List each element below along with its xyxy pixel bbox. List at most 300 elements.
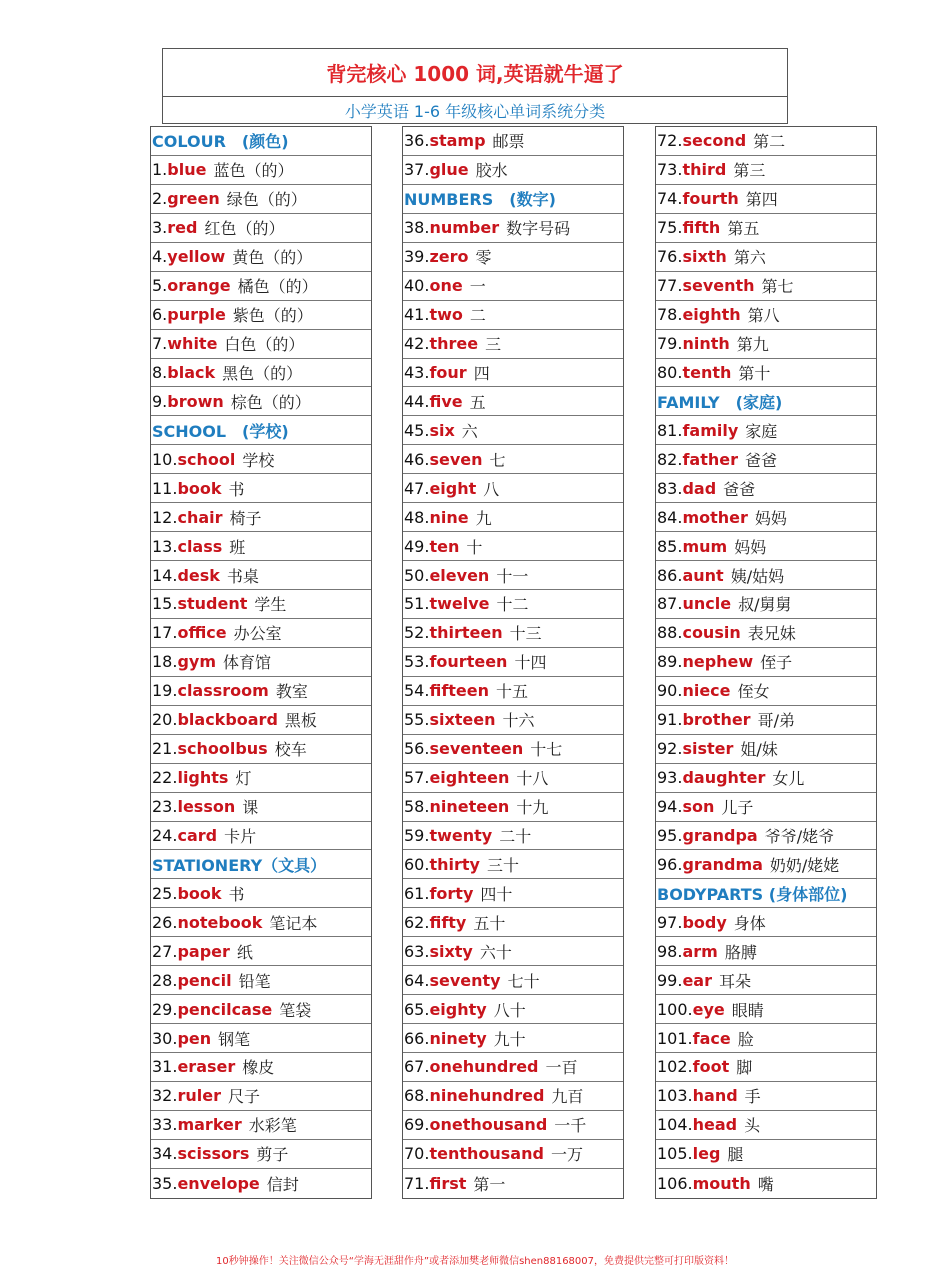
word-row [656,214,876,243]
english-word: aunt [682,565,724,585]
word-row [151,1169,371,1198]
word-column-1 [150,126,372,1199]
word-row [656,243,876,272]
word-row [151,272,371,301]
word-row [656,764,876,793]
word-row [656,301,876,330]
chinese-meaning: 哥/弟 [757,711,795,731]
category-label: COLOUR (颜色) [152,132,289,152]
chinese-meaning: 水彩笔 [248,1116,297,1136]
word-number: 62. [404,912,430,932]
chinese-meaning: 棕色（的） [230,392,311,412]
word-row [151,590,371,619]
english-word: mum [682,536,728,556]
chinese-meaning: 铅笔 [238,971,271,991]
word-number: 46. [404,449,430,469]
english-word: nine [429,507,469,527]
category-label: STATIONERY（文具） [152,855,327,875]
chinese-meaning: 第三 [733,161,766,181]
word-number: 25. [152,883,178,903]
chinese-meaning: 九百 [551,1087,584,1107]
word-row [151,995,371,1024]
word-row [656,735,876,764]
word-row [151,677,371,706]
chinese-meaning: 十四 [514,653,547,673]
english-word: stamp [429,131,486,151]
category-label: BODYPARTS (身体部位) [657,884,848,904]
word-row [403,648,623,677]
word-number: 2. [152,189,168,209]
word-row [656,1169,876,1198]
english-word: classroom [177,681,269,701]
word-row [151,301,371,330]
word-row [403,127,623,156]
word-number: 77. [657,276,683,296]
word-row [656,272,876,301]
english-word: blue [167,160,207,180]
word-row [403,677,623,706]
chinese-meaning: 第九 [736,335,769,355]
word-row [151,156,371,185]
english-word: thirty [429,854,480,874]
chinese-meaning: 七 [489,450,506,470]
english-word: son [682,797,715,817]
english-word: notebook [177,912,263,932]
word-row [151,185,371,214]
chinese-meaning: 脸 [737,1029,754,1049]
chinese-meaning: 八十 [493,1000,526,1020]
english-word: zero [429,247,469,267]
category-heading [151,416,371,445]
chinese-meaning: 十八 [516,769,549,789]
english-word: eighteen [429,768,510,788]
word-row [656,793,876,822]
chinese-meaning: 学生 [254,595,287,615]
chinese-meaning: 爸爸 [723,479,756,499]
word-number: 37. [404,160,430,180]
word-number: 81. [657,420,683,440]
word-row [403,561,623,590]
title-box [162,48,788,124]
english-word: number [429,218,500,238]
english-word: marker [177,1115,242,1135]
category-heading [151,850,371,879]
category-label: FAMILY (家庭) [657,392,783,412]
page-subtitle: 小学英语 1-6 年级核心单词系统分类 [344,102,606,121]
word-number: 88. [657,623,683,643]
chinese-meaning: 三十 [486,855,519,875]
word-row [151,648,371,677]
word-number: 44. [404,391,430,411]
word-row [656,1053,876,1082]
chinese-meaning: 第六 [733,248,766,268]
word-number: 102. [657,1057,693,1077]
chinese-meaning: 耳朵 [719,971,752,991]
chinese-meaning: 五十 [473,913,506,933]
word-number: 89. [657,652,683,672]
chinese-meaning: 手 [744,1087,761,1107]
word-number: 61. [404,883,430,903]
chinese-meaning: 侄女 [737,682,770,702]
word-column-2 [402,126,624,1199]
chinese-meaning: 眼睛 [731,1000,764,1020]
word-row [656,561,876,590]
english-word: seventeen [429,739,524,759]
word-number: 28. [152,970,178,990]
chinese-meaning: 十三 [509,624,542,644]
word-number: 24. [152,825,178,845]
word-row [151,330,371,359]
chinese-meaning: 四十 [480,884,513,904]
word-row [403,995,623,1024]
word-row [403,387,623,416]
word-number: 20. [152,710,178,730]
chinese-meaning: 九 [475,508,492,528]
word-row [656,474,876,503]
english-word: nineteen [429,797,510,817]
english-word: ninety [429,1028,487,1048]
word-row [151,908,371,937]
english-word: ear [682,970,712,990]
english-word: envelope [177,1173,260,1193]
chinese-meaning: 橡皮 [242,1058,275,1078]
word-row [656,156,876,185]
chinese-meaning: 姨/姑妈 [730,566,785,586]
word-number: 66. [404,1028,430,1048]
english-word: paper [177,941,230,961]
chinese-meaning: 十六 [502,711,535,731]
english-word: four [429,362,467,382]
page-title: 背完核心 1000 词,英语就牛逼了 [163,49,787,97]
english-word: class [177,536,223,556]
word-number: 93. [657,768,683,788]
word-row [403,908,623,937]
chinese-meaning: 妈妈 [734,537,767,557]
word-number: 41. [404,305,430,325]
word-row [656,706,876,735]
chinese-meaning: 十一 [496,566,529,586]
word-row [656,1082,876,1111]
word-row [656,1024,876,1053]
word-number: 3. [152,218,168,238]
english-word: green [167,189,220,209]
word-number: 7. [152,334,168,354]
word-row [403,619,623,648]
english-word: seven [429,449,483,469]
word-row [151,532,371,561]
word-number: 5. [152,276,168,296]
word-number: 34. [152,1144,178,1164]
word-row [656,995,876,1024]
word-number: 21. [152,739,178,759]
word-row [403,966,623,995]
english-word: second [682,131,747,151]
chinese-meaning: 第七 [761,277,794,297]
word-row [151,937,371,966]
chinese-meaning: 邮票 [492,132,525,152]
word-number: 22. [152,768,178,788]
word-row [656,619,876,648]
chinese-meaning: 第二 [753,132,786,152]
english-word: schoolbus [177,739,268,759]
english-word: twenty [429,825,493,845]
english-word: eraser [177,1057,236,1077]
word-number: 73. [657,160,683,180]
word-number: 6. [152,305,168,325]
english-word: seventh [682,276,755,296]
word-number: 100. [657,999,693,1019]
word-number: 53. [404,652,430,672]
footer-note: 10秒钟操作！关注微信公众号“学海无涯甜作舟”或者添加樊老师微信shen88168007，免费提供完整可打印版资料！ [215,1256,735,1267]
word-number: 72. [657,131,683,151]
word-number: 15. [152,594,178,614]
english-word: office [177,623,227,643]
chinese-meaning: 纸 [236,942,253,962]
english-word: dad [682,478,717,498]
word-row [403,1140,623,1169]
category-heading [656,879,876,908]
word-number: 42. [404,334,430,354]
chinese-meaning: 女儿 [772,769,805,789]
word-row [403,330,623,359]
word-row [656,937,876,966]
word-number: 90. [657,681,683,701]
word-number: 58. [404,797,430,817]
word-row [151,1111,371,1140]
english-word: fifth [682,218,721,238]
chinese-meaning: 十五 [496,682,529,702]
chinese-meaning: 灯 [235,769,252,789]
word-row [403,214,623,243]
word-number: 75. [657,218,683,238]
word-row [151,359,371,388]
word-row [403,822,623,851]
chinese-meaning: 七十 [507,971,540,991]
word-row [151,243,371,272]
word-row [403,301,623,330]
word-row [151,503,371,532]
chinese-meaning: 课 [242,798,259,818]
word-number: 92. [657,739,683,759]
chinese-meaning: 六 [461,421,478,441]
word-number: 30. [152,1028,178,1048]
word-number: 98. [657,941,683,961]
word-number: 91. [657,710,683,730]
word-number: 36. [404,131,430,151]
word-row [656,330,876,359]
english-word: red [167,218,198,238]
word-row [403,1111,623,1140]
chinese-meaning: 白色（的） [224,335,305,355]
chinese-meaning: 嘴 [757,1174,774,1194]
chinese-meaning: 脚 [736,1058,753,1078]
word-number: 74. [657,189,683,209]
word-number: 33. [152,1115,178,1135]
word-number: 87. [657,594,683,614]
chinese-meaning: 第五 [727,219,760,239]
english-word: seventy [429,970,501,990]
english-word: ten [429,536,460,556]
chinese-meaning: 蓝色（的） [213,161,294,181]
word-number: 32. [152,1086,178,1106]
english-word: onehundred [429,1057,539,1077]
word-number: 67. [404,1057,430,1077]
word-row [656,1111,876,1140]
english-word: chair [177,507,223,527]
word-number: 43. [404,362,430,382]
chinese-meaning: 书 [228,884,245,904]
word-number: 86. [657,565,683,585]
chinese-meaning: 头 [744,1116,761,1136]
word-row [403,272,623,301]
english-word: brown [167,391,224,411]
word-row [151,619,371,648]
word-number: 84. [657,507,683,527]
english-word: fifty [429,912,467,932]
chinese-meaning: 十九 [516,798,549,818]
chinese-meaning: 第十 [738,363,771,383]
english-word: student [177,594,248,614]
word-number: 26. [152,912,178,932]
word-row [403,735,623,764]
english-word: eye [692,999,725,1019]
word-number: 19. [152,681,178,701]
word-row [151,1082,371,1111]
word-number: 31. [152,1057,178,1077]
english-word: blackboard [177,710,278,730]
chinese-meaning: 三 [485,335,502,355]
chinese-meaning: 八 [483,479,500,499]
word-number: 8. [152,362,168,382]
english-word: niece [682,681,731,701]
word-number: 4. [152,247,168,267]
english-word: tenthousand [429,1144,544,1164]
word-number: 104. [657,1115,693,1135]
word-number: 39. [404,247,430,267]
chinese-meaning: 钢笔 [218,1029,251,1049]
english-word: tenth [682,362,732,382]
word-row [403,937,623,966]
chinese-meaning: 书桌 [226,566,259,586]
english-word: six [429,420,455,440]
chinese-meaning: 尺子 [227,1087,260,1107]
english-word: sixty [429,941,473,961]
word-row [403,243,623,272]
english-word: grandma [682,854,763,874]
english-word: cousin [682,623,741,643]
word-number: 17. [152,623,178,643]
word-row [403,764,623,793]
chinese-meaning: 第四 [745,190,778,210]
chinese-meaning: 紫色（的） [232,306,313,326]
word-column-3 [655,126,877,1199]
word-number: 78. [657,305,683,325]
word-number: 80. [657,362,683,382]
word-row [151,214,371,243]
word-row [151,561,371,590]
chinese-meaning: 身体 [733,913,766,933]
english-word: ruler [177,1086,221,1106]
word-row [403,590,623,619]
english-word: lesson [177,797,236,817]
category-label: SCHOOL (学校) [152,421,289,441]
word-number: 23. [152,797,178,817]
chinese-meaning: 橘色（的） [237,277,318,297]
word-row [656,822,876,851]
word-row [151,445,371,474]
english-word: orange [167,276,231,296]
word-row [403,474,623,503]
word-row [151,474,371,503]
word-row [403,879,623,908]
english-word: sixteen [429,710,496,730]
word-row [403,532,623,561]
english-word: foot [692,1057,730,1077]
chinese-meaning: 四 [473,363,490,383]
word-row [656,648,876,677]
chinese-meaning: 奶奶/姥姥 [769,855,840,875]
chinese-meaning: 五 [469,392,486,412]
chinese-meaning: 一百 [545,1058,578,1078]
word-number: 9. [152,391,168,411]
chinese-meaning: 校车 [274,740,307,760]
word-row [151,706,371,735]
word-row [151,764,371,793]
english-word: one [429,276,463,296]
word-number: 99. [657,970,683,990]
english-word: eight [429,478,477,498]
word-number: 71. [404,1173,430,1193]
chinese-meaning: 笔记本 [269,913,318,933]
english-word: purple [167,305,226,325]
word-number: 59. [404,825,430,845]
chinese-meaning: 第八 [747,306,780,326]
word-number: 103. [657,1086,693,1106]
english-word: black [167,362,216,382]
word-row [151,387,371,416]
word-number: 11. [152,478,178,498]
chinese-meaning: 卡片 [224,826,257,846]
english-word: five [429,391,463,411]
word-row [403,793,623,822]
word-row [403,850,623,879]
category-heading [151,127,371,156]
word-row [403,445,623,474]
word-number: 79. [657,334,683,354]
word-row [151,966,371,995]
english-word: uncle [682,594,732,614]
word-number: 68. [404,1086,430,1106]
english-word: daughter [682,768,766,788]
word-row [151,1024,371,1053]
chinese-meaning: 一 [469,277,486,297]
word-number: 105. [657,1144,693,1164]
english-word: forty [429,883,474,903]
word-row [656,445,876,474]
word-row [403,416,623,445]
english-word: gym [177,652,217,672]
word-number: 97. [657,912,683,932]
english-word: ninehundred [429,1086,545,1106]
word-row [403,706,623,735]
chinese-meaning: 体育馆 [223,653,272,673]
word-row [403,359,623,388]
chinese-meaning: 二 [469,306,486,326]
word-number: 35. [152,1173,178,1193]
english-word: book [177,478,222,498]
english-word: fifteen [429,681,490,701]
word-row [151,735,371,764]
